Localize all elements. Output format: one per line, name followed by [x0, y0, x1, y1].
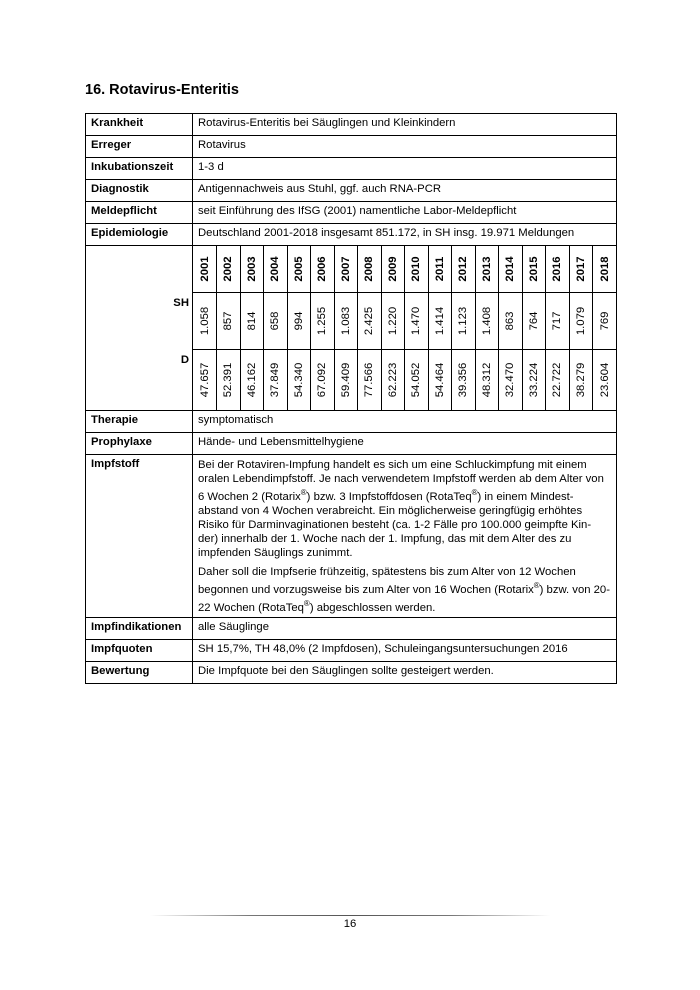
year-header-cell	[405, 246, 429, 292]
label-impfquoten: Impfquoten	[86, 640, 193, 662]
d-count: 32.470	[504, 362, 517, 398]
row-impfstoff	[86, 455, 617, 618]
d-count-cell	[264, 349, 288, 410]
sh-count: 2.425	[363, 306, 376, 335]
label-prophylaxe: Prophylaxe	[86, 433, 193, 455]
registered-mark: ®	[533, 580, 540, 590]
sh-count-cell	[217, 292, 241, 349]
year-header-cell	[193, 246, 217, 292]
sh-count: 1.255	[316, 306, 329, 335]
d-counts-row	[193, 349, 616, 410]
d-count: 59.409	[339, 362, 352, 398]
d-count-cell	[287, 349, 311, 410]
value-erreger: Rotavirus	[193, 136, 617, 158]
sh-count: 764	[527, 311, 540, 330]
year-header-cell	[452, 246, 476, 292]
d-count: 62.223	[386, 362, 399, 398]
year-header-cell	[546, 246, 570, 292]
years-header-row	[193, 246, 616, 292]
d-count: 67.092	[316, 362, 329, 398]
year-header: 2016	[551, 256, 564, 282]
year-header-cell	[569, 246, 593, 292]
value-diagnostik: Antigennachweis aus Stuhl, ggf. auch RNA-PCR	[193, 180, 617, 202]
d-count-cell	[381, 349, 405, 410]
sh-count: 1.220	[386, 306, 399, 335]
page-title: 16. Rotavirus-Enteritis	[85, 82, 239, 98]
d-count-cell	[428, 349, 452, 410]
sh-count-cell	[311, 292, 335, 349]
year-header: 2001	[198, 256, 211, 282]
d-count: 77.566	[363, 362, 376, 398]
year-header: 2017	[574, 256, 587, 282]
case-counts-cell	[193, 246, 617, 411]
year-header-cell	[593, 246, 617, 292]
sh-count: 1.414	[433, 306, 446, 335]
year-header: 2010	[410, 256, 423, 282]
d-count: 54.052	[410, 362, 423, 398]
d-count-cell	[499, 349, 523, 410]
year-header-cell	[240, 246, 264, 292]
year-header: 2018	[598, 256, 611, 282]
value-impfquoten: SH 15,7%, TH 48,0% (2 Impfdosen), Schuleingangsuntersuchungen 2016	[193, 640, 617, 662]
year-header: 2013	[480, 256, 493, 282]
year-header: 2009	[386, 256, 399, 282]
impfstoff-text: ) bzw. von 20-22 Wochen (RotaTeq	[198, 583, 610, 614]
year-header-cell	[475, 246, 499, 292]
year-header: 2004	[269, 256, 282, 282]
d-count: 39.356	[457, 362, 470, 398]
year-header: 2015	[527, 256, 540, 282]
impfstoff-paragraph-2	[198, 565, 611, 615]
row-prophylaxe	[86, 433, 617, 455]
year-header-cell	[217, 246, 241, 292]
year-header: 2007	[339, 256, 352, 282]
value-meldepflicht: seit Einführung des IfSG (2001) namentliche Labor-Meldepflicht	[193, 202, 617, 224]
sh-count-cell	[475, 292, 499, 349]
d-count-cell	[546, 349, 570, 410]
d-count-cell	[217, 349, 241, 410]
row-impfindikationen	[86, 618, 617, 640]
impfstoff-text: Daher soll die Impfserie frühzeitig, spätestens bis zum Alter von 12 Wochen begonnen und vorzugsweise bis zum Alter von 16 Wochen (Rotarix	[198, 565, 576, 596]
row-therapie	[86, 411, 617, 433]
value-epidemiologie: Deutschland 2001-2018 insgesamt 851.172, in SH insg. 19.971 Meldungen	[193, 224, 617, 246]
d-count: 23.604	[598, 362, 611, 398]
impfstoff-text: ) in einem Mindest-abstand von 4 Wochen verabreicht. Ein möglicherweise geringfügig erhöhtes Risiko für Darminvaginationen besteht (ca. 1-2 Fälle pro 100.000 geimpfte Kin-der) innerhalb der 1. Woche nach der 1. Impfung, das mit dem Alter des zu impfenden Säuglings zunimmt.	[198, 490, 592, 559]
label-therapie: Therapie	[86, 411, 193, 433]
sh-count: 1.058	[198, 306, 211, 335]
footer-divider	[150, 915, 550, 916]
sh-count: 863	[504, 311, 517, 330]
year-header: 2008	[363, 256, 376, 282]
registered-mark: ®	[471, 488, 478, 497]
d-count-cell	[522, 349, 546, 410]
year-header: 2011	[433, 256, 446, 282]
year-header-cell	[287, 246, 311, 292]
sh-count-cell	[240, 292, 264, 349]
value-inkubationszeit: 1-3 d	[193, 158, 617, 180]
d-count-cell	[240, 349, 264, 410]
d-count: 22.722	[551, 362, 564, 398]
row-epidemiologie	[86, 224, 617, 246]
label-impfstoff: Impfstoff	[86, 455, 193, 618]
impfstoff-text: Bei der Rotaviren-Impfung handelt es sich um eine Schluckimpfung mit einem oralen Lebendimpfstoff. Je nach verwendetem Impfstoff werden ab dem Alter von 6 Wochen 2 (Rotarix	[198, 459, 604, 503]
year-header-cell	[264, 246, 288, 292]
d-count-cell	[193, 349, 217, 410]
row-impfquoten	[86, 640, 617, 662]
region-labels-cell	[86, 246, 193, 411]
sh-count: 814	[245, 311, 258, 330]
sh-counts-row	[193, 292, 616, 349]
year-header-cell	[499, 246, 523, 292]
year-header-cell	[311, 246, 335, 292]
label-erreger: Erreger	[86, 136, 193, 158]
sh-count-cell	[428, 292, 452, 349]
sh-count: 857	[222, 311, 235, 330]
label-meldepflicht: Meldepflicht	[86, 202, 193, 224]
d-count-cell	[334, 349, 358, 410]
row-case-counts	[86, 246, 617, 411]
value-impfindikationen: alle Säuglinge	[193, 618, 617, 640]
sh-count: 1.470	[410, 306, 423, 335]
d-count: 54.464	[433, 362, 446, 398]
year-header-cell	[522, 246, 546, 292]
sh-count: 1.408	[480, 306, 493, 335]
year-header: 2002	[222, 256, 235, 282]
d-count-cell	[475, 349, 499, 410]
registered-mark: ®	[300, 488, 307, 497]
year-header-cell	[334, 246, 358, 292]
d-count-cell	[358, 349, 382, 410]
d-count: 37.849	[269, 362, 282, 398]
label-bewertung: Bewertung	[86, 662, 193, 684]
d-count: 33.224	[527, 362, 540, 398]
d-count-cell	[569, 349, 593, 410]
sh-count: 658	[269, 311, 282, 330]
d-count: 46.162	[245, 362, 258, 398]
label-inkubationszeit: Inkubationszeit	[86, 158, 193, 180]
impfstoff-paragraph-1	[198, 458, 611, 560]
year-header-cell	[428, 246, 452, 292]
region-label-sh: SH	[173, 297, 189, 309]
case-counts-table	[193, 246, 616, 410]
row-krankheit	[86, 114, 617, 136]
sh-count-cell	[405, 292, 429, 349]
sh-count: 717	[551, 311, 564, 330]
value-krankheit: Rotavirus-Enteritis bei Säuglingen und Kleinkindern	[193, 114, 617, 136]
impfstoff-text: ) bzw. 3 Impfstoffdosen (RotaTeq	[306, 490, 472, 503]
d-count-cell	[593, 349, 617, 410]
d-count: 48.312	[480, 362, 493, 398]
label-epidemiologie: Epidemiologie	[86, 224, 193, 246]
sh-count-cell	[593, 292, 617, 349]
sh-count: 1.123	[457, 306, 470, 335]
value-impfstoff	[193, 455, 617, 618]
year-header-cell	[381, 246, 405, 292]
d-count: 38.279	[574, 362, 587, 398]
sh-count: 994	[292, 311, 305, 330]
d-count: 47.657	[198, 362, 211, 398]
d-count-cell	[311, 349, 335, 410]
year-header: 2014	[504, 256, 517, 282]
registered-mark: ®	[303, 598, 310, 608]
sh-count-cell	[522, 292, 546, 349]
row-diagnostik	[86, 180, 617, 202]
d-count-cell	[452, 349, 476, 410]
sh-count-cell	[452, 292, 476, 349]
year-header: 2005	[292, 256, 305, 282]
row-inkubationszeit	[86, 158, 617, 180]
year-header: 2012	[457, 256, 470, 282]
sh-count-cell	[334, 292, 358, 349]
impfstoff-text: ) abgeschlossen werden.	[309, 601, 436, 614]
value-therapie: symptomatisch	[193, 411, 617, 433]
d-count: 54.340	[292, 362, 305, 398]
sh-count: 769	[598, 311, 611, 330]
year-header: 2003	[245, 256, 258, 282]
sh-count: 1.079	[574, 306, 587, 335]
label-impfindikationen: Impfindikationen	[86, 618, 193, 640]
value-prophylaxe: Hände- und Lebensmittelhygiene	[193, 433, 617, 455]
value-bewertung: Die Impfquote bei den Säuglingen sollte gesteigert werden.	[193, 662, 617, 684]
region-label-d: D	[180, 354, 189, 366]
sh-count-cell	[264, 292, 288, 349]
sh-count-cell	[569, 292, 593, 349]
sh-count-cell	[193, 292, 217, 349]
d-count: 52.391	[222, 362, 235, 398]
d-count-cell	[405, 349, 429, 410]
row-erreger	[86, 136, 617, 158]
sh-count-cell	[546, 292, 570, 349]
sh-count: 1.083	[339, 306, 352, 335]
sh-count-cell	[287, 292, 311, 349]
sh-count-cell	[358, 292, 382, 349]
sh-count-cell	[499, 292, 523, 349]
year-header-cell	[358, 246, 382, 292]
disease-info-table	[85, 113, 617, 684]
sh-count-cell	[381, 292, 405, 349]
page-number: 16	[343, 918, 357, 930]
label-krankheit: Krankheit	[86, 114, 193, 136]
label-diagnostik: Diagnostik	[86, 180, 193, 202]
row-bewertung	[86, 662, 617, 684]
row-meldepflicht	[86, 202, 617, 224]
year-header: 2006	[316, 256, 329, 282]
